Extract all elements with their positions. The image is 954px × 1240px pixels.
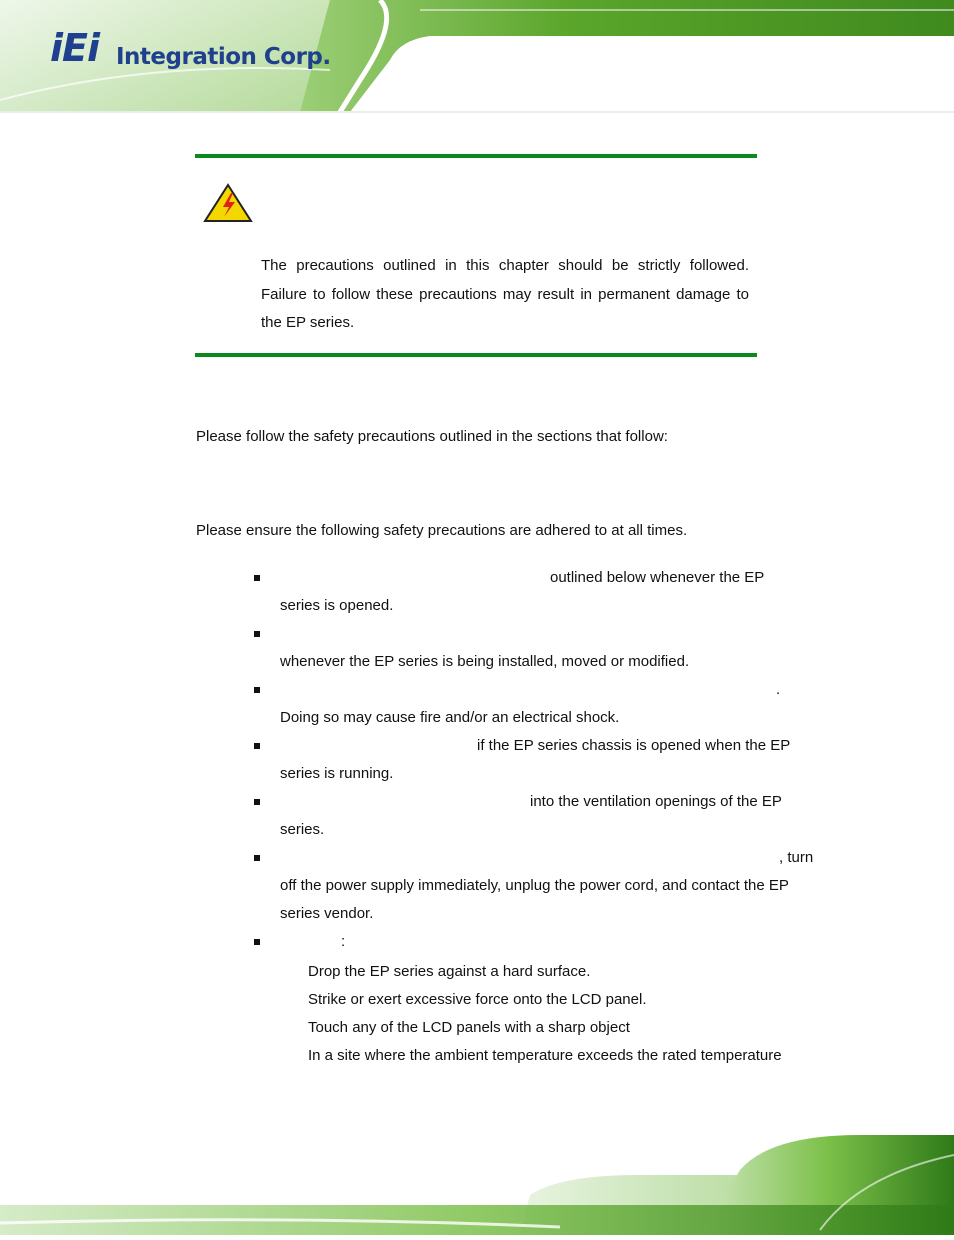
warning-bottom-rule [195,353,757,357]
sub-item: Touch any of the LCD panels with a sharp object [308,1019,630,1036]
bullet-1-line-2: series is opened. [280,597,394,614]
bullet-marker [254,575,260,581]
bullet-1-line-1: outlined below whenever the EP [550,569,765,586]
footer-banner-graphic [0,1135,954,1235]
bullet-marker [254,855,260,861]
logo-text: Integration Corp. [116,44,331,70]
bullet-marker [254,939,260,945]
page-header [0,0,954,115]
bullet-6-line-2: off the power supply immediately, unplug the power cord, and contact the EP [280,877,789,894]
bullet-7-line-1: : [341,933,346,950]
bullet-5-line-1: into the ventilation openings of the EP [530,793,782,810]
sub-item: In a site where the ambient temperature exceeds the rated temperature [308,1047,782,1064]
bullet-6-line-1: , turn [779,849,814,866]
bullet-4-line-1: if the EP series chassis is opened when the EP [477,737,791,754]
bullet-3-line-1: . [776,681,781,698]
bullet-marker [254,631,260,637]
general-paragraph: Please ensure the following safety precautions are adhered to at all times. [196,522,688,539]
bullet-5-line-2: series. [280,821,325,838]
sub-item: Strike or exert excessive force onto the LCD panel. [308,991,647,1008]
bullet-marker [254,743,260,749]
page-footer [0,1135,954,1235]
bullet-6-line-3: series vendor. [280,905,374,922]
bullet-marker [254,687,260,693]
sub-item: Drop the EP series against a hard surface. [308,963,591,980]
bullet-3-line-2: Doing so may cause fire and/or an electrical shock. [280,709,620,726]
warning-triangle-lightning-icon [203,183,253,223]
logo-mark: iEi [50,26,100,70]
warning-top-rule [195,154,757,158]
warning-text: The precautions outlined in this chapter should be strictly followed. Failure to follow these precautions may result in permanent damage to the EP series. [261,257,749,331]
bullet-2-line-2: whenever the EP series is being installed, moved or modified. [280,653,690,670]
intro-paragraph: Please follow the safety precautions outlined in the sections that follow: [196,428,668,445]
bullet-marker [254,799,260,805]
bullet-4-line-2: series is running. [280,765,394,782]
